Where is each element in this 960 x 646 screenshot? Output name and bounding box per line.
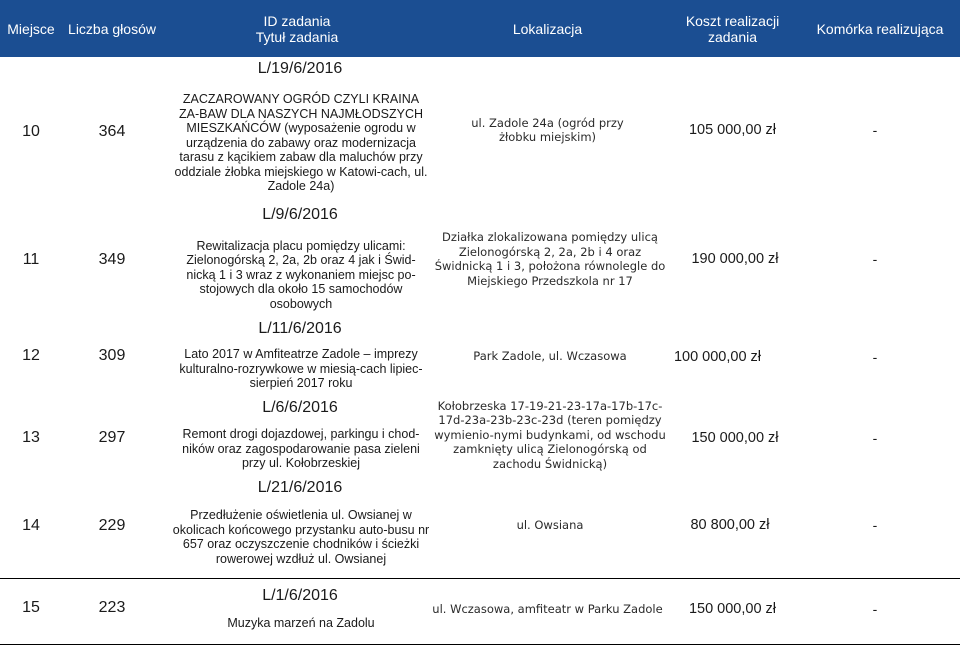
task-unit: - [872,251,878,267]
row-votes: 309 [98,347,126,364]
task-unit: - [872,601,878,617]
row-place: 15 [22,599,40,616]
task-id: L/1/6/2016 [262,587,338,604]
task-title: Przedłużenie oświetlenia ul. Owsianej w okolicach końcowego przystanku auto-busu nr 657 oraz oczyszczenie chodników i ścieżki rowerowej wzdłuż ul. Owsianej [172,508,430,566]
task-unit: - [872,349,878,365]
task-unit: - [872,430,878,446]
task-title: Remont drogi dojazdowej, parkingu i chod-ników oraz zagospodarowanie pasa zieleni przy ul. Kołobrzeskiej [182,427,420,471]
table-header [0,0,960,57]
row-place: 13 [22,429,40,446]
task-title: Muzyka marzeń na Zadolu [227,615,375,630]
header-votes [62,0,162,57]
task-id: L/11/6/2016 [258,320,342,337]
task-title: Lato 2017 w Amfiteatrze Zadole – imprezy kulturalno-rozrywkowe w miesią-cach lipiec-sierpień 2017 roku [179,347,423,391]
header-votes-label: Liczba głosów [68,20,156,37]
table-bottom-border [0,644,960,645]
header-unit [800,0,960,57]
task-cost: 150 000,00 zł [688,601,777,617]
task-location: Działka zlokalizowana pomiędzy ulicą Zielonogórską 2, 2a, 2b i 4 oraz Świdnicką 1 i 3, położona równolegle do Miejskiego Przedszkola nr 17 [434,230,666,288]
task-location: Park Zadole, ul. Wczasowa [473,348,627,363]
task-location: Kołobrzeska 17-19-21-23-17a-17b-17c-17d-23a-23b-23c-23d (teren pomiędzy wymienio-nymi budynkami, od wschodu zamknięty ulicą Zielonogórską od zachodu Świdnicką) [434,398,666,471]
row-votes: 229 [98,517,126,534]
row-votes: 349 [98,251,126,268]
row-place: 14 [22,517,40,534]
task-id: L/9/6/2016 [262,206,338,223]
header-cost [665,0,800,57]
task-unit: - [872,122,878,138]
row-votes: 297 [98,429,126,446]
task-location: ul. Owsiana [516,517,584,532]
task-id: L/6/6/2016 [262,399,338,416]
row-place: 10 [22,123,40,140]
task-location: ul. Wczasowa, amfiteatr w Parku Zadole [432,601,663,616]
task-cost: 100 000,00 zł [673,349,762,365]
row-votes: 223 [98,599,126,616]
header-id-title [172,0,422,57]
row-votes: 364 [98,123,126,140]
header-place [0,0,62,57]
task-unit: - [872,517,878,533]
task-cost: 80 800,00 zł [690,517,770,533]
task-title: Rewitalizacja placu pomiędzy ulicami: Zielonogórską 2, 2a, 2b oraz 4 jak i Świd-nicką 1 i 3 wraz z wykonaniem miejsc po-stojowych dla około 15 samochodów osobowych [186,238,416,311]
task-id: L/19/6/2016 [257,60,343,77]
task-id: L/21/6/2016 [257,479,343,496]
header-location [430,0,665,57]
task-cost: 105 000,00 zł [688,122,777,138]
header-cost-label-2: zadania [707,28,758,45]
task-cost: 150 000,00 zł [691,430,779,446]
header-id-label: ID zadania [263,12,331,29]
header-place-label: Miejsce [7,20,55,37]
header-title-label: Tytuł zadania [255,28,339,45]
task-cost: 190 000,00 zł [691,251,779,267]
row-divider [0,578,960,579]
row-place: 12 [22,347,40,364]
task-location: ul. Zadole 24a (ogród przy żłobku miejskim) [471,115,624,144]
row-place: 11 [22,251,40,268]
header-cost-label-1: Koszt realizacji [685,12,780,29]
header-location-label: Lokalizacja [512,20,583,37]
header-unit-label: Komórka realizująca [816,20,944,37]
task-title: ZACZAROWANY OGRÓD CZYLI KRAINA ZA-BAW DLA NASZYCH NAJMŁODSZYCH MIESZKAŃCÓW (wyposażenie ogrodu w urządzenia do zabawy oraz modernizacja tarasu z kącikiem zabaw dla maluchów przy oddziale żłobka miejskiego w Katowi-cach, ul. Zadole 24a) [174,92,428,194]
